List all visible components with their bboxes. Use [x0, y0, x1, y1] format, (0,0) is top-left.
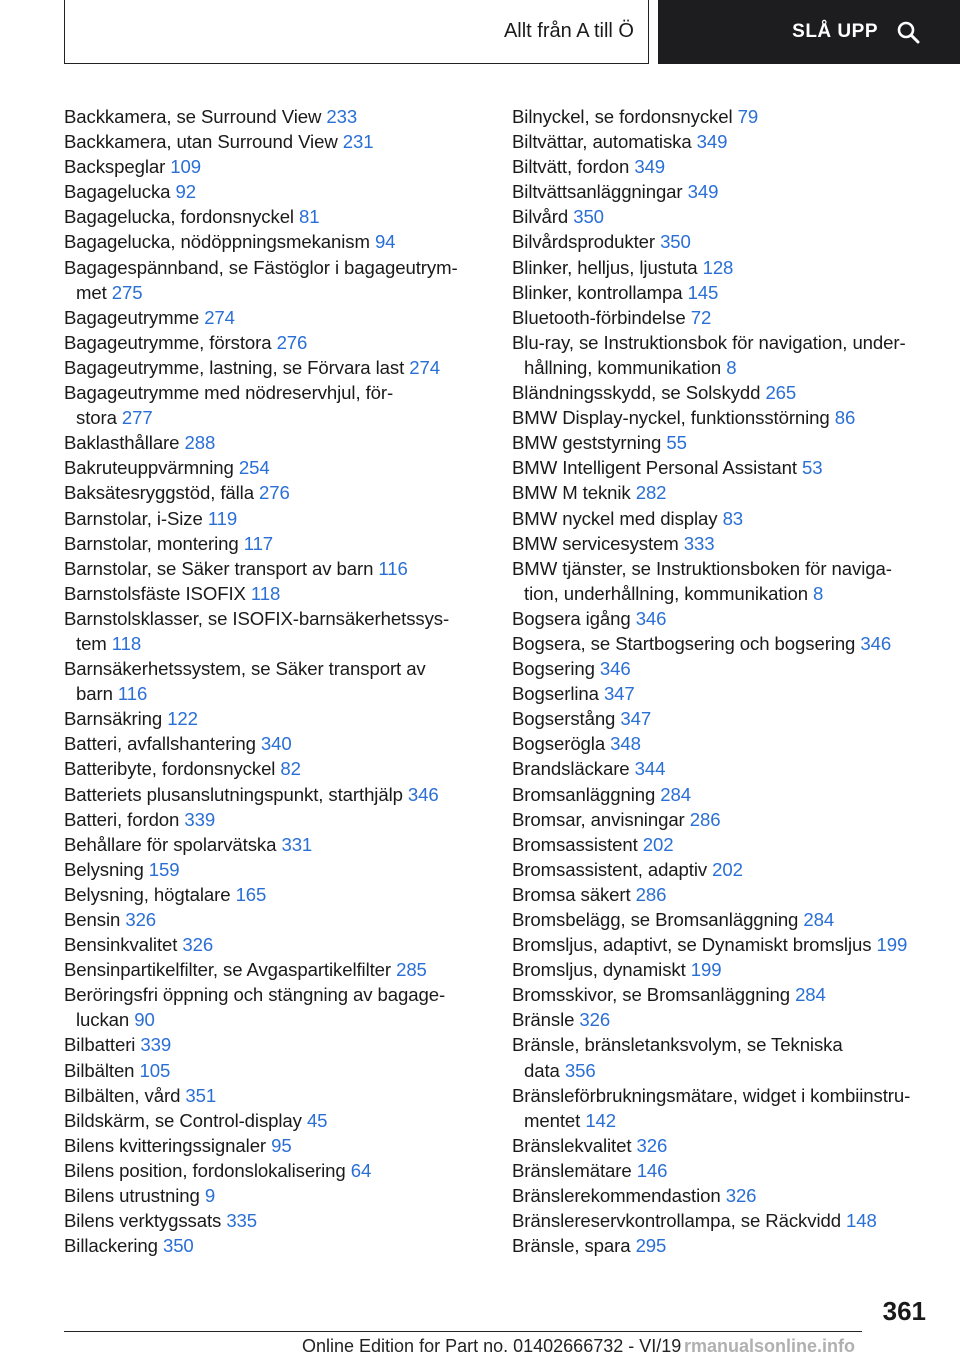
index-entry — [64, 556, 484, 581]
index-entry — [64, 1133, 484, 1158]
index-entry — [512, 204, 942, 229]
index-entry — [64, 1158, 484, 1183]
page-link[interactable]: 346 — [407, 783, 439, 805]
entry-text: Bagagelucka, nödöppningsmekanism — [64, 231, 375, 253]
entry-text: Bogserstång — [512, 708, 621, 730]
entry-text: Bränslekvalitet — [512, 1134, 637, 1156]
page-link[interactable]: 199 — [876, 934, 908, 956]
index-entry — [512, 957, 942, 982]
search-button[interactable] — [658, 0, 960, 64]
page-link[interactable]: 265 — [765, 382, 797, 404]
index-entry — [512, 1032, 942, 1082]
index-entry — [64, 1183, 484, 1208]
page-link[interactable]: 326 — [125, 909, 157, 930]
page-link[interactable]: 275 — [111, 281, 143, 303]
entry-text: Backkamera, se Surround View — [64, 106, 327, 127]
page-link[interactable]: 53 — [802, 457, 823, 479]
page-link[interactable]: 274 — [204, 306, 235, 328]
page-link[interactable]: 165 — [235, 883, 267, 905]
entry-text: Belysning — [64, 858, 149, 880]
index-entry — [64, 731, 484, 756]
page-link[interactable]: 109 — [170, 156, 202, 178]
index-entry — [512, 154, 942, 179]
page-link[interactable]: 295 — [635, 1235, 667, 1257]
entry-text: BMW Intelligent Personal Assistant — [512, 457, 802, 479]
page-link[interactable]: 326 — [579, 1009, 611, 1031]
entry-text: Bogsering — [512, 658, 600, 680]
page-link[interactable]: 90 — [134, 1009, 155, 1031]
page-link[interactable]: 128 — [702, 256, 734, 278]
page-link[interactable]: 286 — [635, 883, 667, 905]
top-navigation — [0, 0, 960, 66]
page-link[interactable]: 116 — [378, 557, 408, 579]
entry-text: Bländningsskydd, se Solskydd — [512, 382, 766, 404]
index-entry — [512, 455, 942, 480]
index-entry — [64, 204, 484, 229]
page-link[interactable]: 276 — [259, 482, 290, 504]
page-link[interactable]: 79 — [737, 106, 759, 127]
page-link[interactable]: 202 — [642, 833, 674, 855]
entry-text: Bromsa säkert — [512, 883, 636, 905]
index-entry — [512, 1083, 942, 1133]
entry-text: Bagagelucka — [64, 181, 176, 203]
index-entry — [64, 154, 484, 179]
page-link[interactable]: 349 — [634, 156, 666, 178]
entry-text: Bromsar, anvisningar — [512, 808, 690, 830]
entry-text: Backkamera, utan Surround View — [64, 131, 343, 153]
entry-text: Beröringsfri öppning och stängning av bagage- luckan — [64, 984, 446, 1031]
page-link[interactable]: 285 — [396, 959, 427, 981]
entry-text: Bilvårdsprodukter — [512, 231, 661, 253]
page-link[interactable]: 346 — [635, 607, 667, 629]
entry-text: Blinker, helljus, ljustuta — [512, 256, 703, 278]
index-entry — [64, 455, 484, 480]
index-entry — [512, 104, 942, 129]
index-entry — [512, 229, 942, 254]
index-entry — [64, 179, 484, 204]
entry-text: Baksätesryggstöd, fälla — [64, 482, 260, 504]
index-entry — [512, 807, 942, 832]
index-entry — [64, 832, 484, 857]
entry-text: Biltvättar, automatiska — [512, 131, 697, 153]
index-entry — [512, 932, 942, 957]
index-column-left — [64, 104, 484, 1258]
index-tab-label: Allt från A till Ö — [503, 20, 634, 42]
entry-text: Bagageutrymme med nödreservhjul, för- stora — [64, 382, 394, 429]
index-entry — [64, 380, 484, 430]
entry-text: Bilnyckel, se fordonsnyckel — [512, 106, 738, 127]
index-entry — [512, 1158, 942, 1183]
entry-text: Bromsbelägg, se Bromsanläggning — [512, 909, 804, 930]
page-link[interactable]: 339 — [140, 1034, 172, 1056]
page-link[interactable]: 326 — [182, 934, 214, 956]
page-link[interactable]: 347 — [620, 708, 652, 730]
entry-text: Baklasthållare — [64, 432, 185, 454]
page-link[interactable]: 64 — [350, 1159, 372, 1181]
footer-divider — [64, 1331, 862, 1332]
index-entry — [64, 756, 484, 781]
page-link[interactable]: 284 — [803, 909, 835, 930]
entry-text: Bogserlina — [512, 683, 604, 705]
page-link[interactable]: 92 — [175, 181, 196, 203]
page-link[interactable]: 199 — [690, 959, 722, 981]
page-link[interactable]: 344 — [634, 758, 666, 780]
index-entry — [64, 982, 484, 1032]
entry-text: Bilens position, fordonslokalisering — [64, 1159, 351, 1181]
entry-text: Bränslerekommendastion — [512, 1185, 726, 1207]
entry-text: Bagageutrymme — [64, 306, 205, 328]
entry-text: Bilens verktygssats — [64, 1210, 227, 1232]
index-entry — [64, 305, 484, 330]
index-entry — [512, 405, 942, 430]
entry-text: Bildskärm, se Control-display — [64, 1109, 307, 1131]
page-link[interactable]: 95 — [271, 1134, 292, 1156]
index-entry — [64, 907, 484, 932]
entry-text: Barnstolar, montering — [64, 532, 244, 554]
entry-text: Bränsle, bränsletanksvolym, se Tekniska data — [512, 1034, 843, 1081]
index-entry — [512, 1208, 942, 1233]
index-entry — [64, 1058, 484, 1083]
entry-text: Batteri, avfallshantering — [64, 733, 261, 755]
entry-text: Bilbälten — [64, 1059, 140, 1081]
index-entry — [512, 1183, 942, 1208]
page-link[interactable]: 8 — [726, 356, 737, 378]
index-entry — [512, 1007, 942, 1032]
page-link[interactable]: 333 — [683, 532, 715, 554]
page-link[interactable]: 81 — [299, 206, 320, 228]
page-link[interactable]: 122 — [167, 708, 198, 730]
index-entry — [512, 430, 942, 455]
entry-text: Bränslereservkontrollampa, se Räckvidd — [512, 1210, 847, 1232]
index-entry — [64, 506, 484, 531]
index-entry — [512, 706, 942, 731]
entry-text: Batteribyte, fordonsnyckel — [64, 758, 281, 780]
entry-text: Bränsle, spara — [512, 1235, 636, 1257]
entry-text: Bagagespännband, se Fästöglor i bagageutrym- met — [64, 256, 458, 303]
entry-text: Bagageutrymme, lastning, se Förvara last — [64, 356, 410, 378]
page-link[interactable]: 117 — [243, 532, 274, 554]
page-link[interactable]: 335 — [226, 1210, 258, 1232]
entry-text: BMW nyckel med display — [512, 507, 723, 529]
entry-text: Biltvättsanläggningar — [512, 181, 688, 203]
page-link[interactable]: 9 — [204, 1185, 216, 1207]
page-link[interactable]: 159 — [148, 858, 180, 880]
page-link[interactable]: 119 — [207, 507, 238, 529]
page-link[interactable]: 340 — [260, 733, 292, 755]
page-link[interactable]: 351 — [185, 1084, 217, 1106]
index-entry — [512, 305, 942, 330]
watermark-text: rmanualsonline.info — [684, 1336, 856, 1356]
entry-text: Bromsassistent — [512, 833, 643, 855]
entry-text: Biltvätt, fordon — [512, 156, 635, 178]
search-icon — [896, 20, 920, 44]
index-entry — [512, 531, 942, 556]
page-link[interactable]: 326 — [636, 1134, 668, 1156]
page-link[interactable]: 276 — [276, 331, 308, 353]
index-entry — [64, 656, 484, 706]
page-link[interactable]: 105 — [139, 1059, 171, 1081]
index-entry — [512, 631, 942, 656]
entry-text: Bilvård — [512, 206, 574, 228]
entry-text: Bensinpartikelfilter, se Avgaspartikelfilter — [64, 959, 397, 981]
entry-text: Bilbatteri — [64, 1034, 141, 1056]
page-link[interactable]: 326 — [725, 1185, 757, 1207]
page-link[interactable]: 288 — [184, 432, 216, 454]
page-link[interactable]: 254 — [238, 457, 270, 479]
index-entry — [512, 656, 942, 681]
index-entry — [64, 355, 484, 380]
index-entry — [512, 280, 942, 305]
entry-text: Bilens utrustning — [64, 1185, 205, 1207]
page-link[interactable]: 118 — [250, 582, 281, 604]
entry-text: Blinker, kontrollampa — [512, 281, 688, 303]
page-link[interactable]: 284 — [795, 984, 826, 1006]
index-entry — [64, 957, 484, 982]
entry-text: Bränslemätare — [512, 1159, 637, 1181]
page-link[interactable]: 233 — [326, 106, 358, 127]
index-entry — [64, 229, 484, 254]
index-entry — [512, 982, 942, 1007]
index-entry — [512, 556, 942, 606]
index-entry — [64, 1208, 484, 1233]
index-entry — [64, 581, 484, 606]
page-link[interactable]: 331 — [281, 833, 313, 855]
index-entry — [64, 129, 484, 154]
entry-text: Barnstolsfäste ISOFIX — [64, 582, 251, 604]
index-entry — [512, 731, 942, 756]
index-entry — [512, 907, 942, 932]
entry-text: Bromsljus, dynamiskt — [512, 959, 691, 981]
index-entry — [64, 330, 484, 355]
page-link[interactable]: 231 — [342, 131, 374, 153]
index-entry — [64, 1108, 484, 1133]
index-entry — [512, 506, 942, 531]
index-entry — [512, 1233, 942, 1258]
entry-text: Backspeglar — [64, 156, 171, 178]
page-link[interactable]: 146 — [636, 1159, 668, 1181]
entry-text: Billackering — [64, 1235, 163, 1257]
entry-text: Bromsanläggning — [512, 783, 661, 805]
index-entry — [64, 606, 484, 656]
entry-text: BMW M teknik — [512, 482, 636, 504]
index-entry — [64, 104, 484, 129]
page-link[interactable]: 118 — [111, 632, 142, 654]
page-link[interactable]: 346 — [860, 632, 892, 654]
entry-text: BMW Display-nyckel, funktionsstörning — [512, 407, 835, 429]
index-tab[interactable] — [64, 0, 649, 64]
index-entry — [64, 255, 484, 305]
entry-text: Bilens kvitteringssignaler — [64, 1134, 272, 1156]
entry-text: Bränsle — [512, 1009, 580, 1031]
page-link[interactable]: 45 — [306, 1109, 328, 1131]
page-link[interactable]: 286 — [689, 808, 721, 830]
page-link[interactable]: 55 — [666, 432, 687, 454]
page-link[interactable]: 142 — [585, 1109, 617, 1131]
entry-text: Batteriets plusanslutningspunkt, starthjälp — [64, 783, 408, 805]
entry-text: Bogserögla — [512, 733, 611, 755]
index-entry — [512, 857, 942, 882]
entry-text: Barnstolsklasser, se ISOFIX-barnsäkerhetssys- tem — [64, 607, 450, 654]
index-entry — [512, 782, 942, 807]
index-entry — [512, 882, 942, 907]
index-entry — [64, 1032, 484, 1057]
index-entry — [512, 606, 942, 631]
page-link[interactable]: 277 — [121, 407, 153, 429]
page-number: 361 — [882, 1296, 926, 1326]
page-link[interactable]: 148 — [846, 1210, 877, 1232]
entry-text: Barnstolar, i-Size — [64, 507, 208, 529]
entry-text: Bogsera igång — [512, 607, 636, 629]
index-entry — [64, 782, 484, 807]
entry-text: BMW tjänster, se Instruktionsboken för naviga- tion, underhållning, kommunikation — [512, 557, 892, 604]
page-link[interactable]: 94 — [374, 231, 396, 253]
page-link[interactable]: 282 — [635, 482, 667, 504]
index-entry — [64, 807, 484, 832]
page-link[interactable]: 349 — [696, 131, 728, 153]
entry-text: Bromsassistent, adaptiv — [512, 858, 713, 880]
index-entry — [512, 480, 942, 505]
entry-text: Bakruteuppvärmning — [64, 457, 239, 479]
entry-text: Barnsäkring — [64, 708, 168, 730]
edition-text: Online Edition for Part no. 01402666732 - VI/19 — [302, 1336, 682, 1356]
search-label: SLÅ UPP — [792, 21, 878, 42]
entry-text: Bränsleförbrukningsmätare, widget i kombiinstru- mentet — [512, 1084, 911, 1131]
index-entry — [64, 857, 484, 882]
page-link[interactable]: 350 — [573, 206, 604, 228]
page-link[interactable]: 339 — [184, 808, 216, 830]
entry-text: Barnstolar, se Säker transport av barn — [64, 557, 379, 579]
index-entry — [512, 681, 942, 706]
page-link[interactable]: 202 — [712, 858, 743, 880]
entry-text: Bilbälten, vård — [64, 1084, 186, 1106]
entry-text: Bluetooth-förbindelse — [512, 306, 691, 328]
index-entry — [512, 380, 942, 405]
entry-text: Bensinkvalitet — [64, 934, 183, 956]
page-link[interactable]: 86 — [834, 407, 856, 429]
page-link[interactable]: 145 — [687, 281, 719, 303]
page-link[interactable]: 348 — [610, 733, 641, 755]
entry-text: Barnsäkerhetssystem, se Säker transport av barn — [64, 658, 426, 705]
page-link[interactable]: 284 — [660, 783, 692, 805]
index-entry — [64, 706, 484, 731]
entry-text: Batteri, fordon — [64, 808, 185, 830]
page-link[interactable]: 8 — [813, 582, 824, 604]
index-entry — [512, 330, 942, 380]
entry-text: BMW servicesystem — [512, 532, 684, 554]
entry-text: Bagageutrymme, förstora — [64, 331, 277, 353]
entry-text: BMW geststyrning — [512, 432, 667, 454]
page-link[interactable]: 274 — [409, 356, 440, 378]
page-link[interactable]: 116 — [117, 683, 148, 705]
index-entry — [512, 756, 942, 781]
entry-text: Brandsläckare — [512, 758, 635, 780]
index-entry — [64, 430, 484, 455]
entry-text: Bromsljus, adaptivt, se Dynamiskt bromsljus — [512, 934, 877, 956]
index-entry — [64, 531, 484, 556]
page-link[interactable]: 349 — [687, 181, 719, 203]
index-entry — [64, 1083, 484, 1108]
entry-text: Bagagelucka, fordonsnyckel — [64, 206, 300, 228]
index-entry — [64, 882, 484, 907]
page-link[interactable]: 356 — [564, 1059, 596, 1081]
index-entry — [64, 1233, 484, 1258]
index-entry — [512, 179, 942, 204]
page-link[interactable]: 83 — [722, 507, 744, 529]
page-link[interactable]: 347 — [603, 683, 635, 705]
entry-text: Blu-ray, se Instruktionsbok för navigation, under- hållning, kommunikation — [512, 331, 906, 378]
page-link[interactable]: 350 — [660, 231, 691, 253]
index-entry — [512, 832, 942, 857]
entry-text: Behållare för spolarvätska — [64, 833, 282, 855]
entry-text: Belysning, högtalare — [64, 883, 236, 905]
index-column-right — [512, 104, 942, 1258]
index-entry — [64, 932, 484, 957]
page-link[interactable]: 72 — [690, 306, 712, 328]
page-link[interactable]: 350 — [162, 1235, 194, 1257]
index-entry — [512, 255, 942, 280]
entry-text: Bensin — [64, 909, 126, 930]
page-link[interactable]: 82 — [280, 758, 301, 780]
index-entry — [64, 480, 484, 505]
entry-text: Bromsskivor, se Bromsanläggning — [512, 984, 796, 1006]
entry-text: Bogsera, se Startbogsering och bogsering — [512, 632, 861, 654]
index-entry — [512, 129, 942, 154]
page-link[interactable]: 346 — [599, 658, 631, 680]
index-entry — [512, 1133, 942, 1158]
